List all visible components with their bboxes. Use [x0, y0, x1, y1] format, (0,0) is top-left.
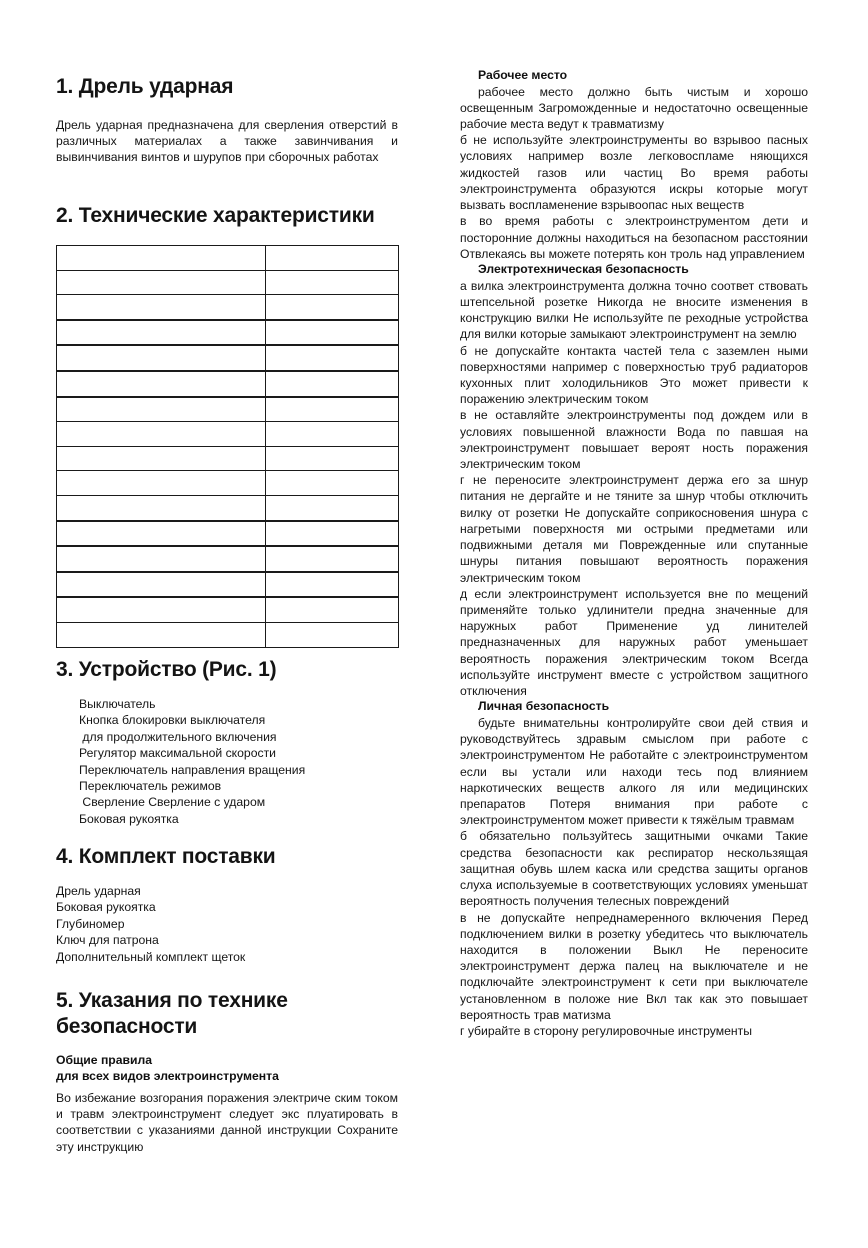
table-row: [57, 371, 399, 397]
spec-table-body: [57, 246, 399, 648]
spec-name-cell: [57, 371, 266, 397]
spec-value-cell: [266, 597, 399, 622]
spec-name-cell: [57, 495, 266, 520]
spec-value-cell: [266, 572, 399, 598]
safety-paragraph: будьте внимательны контролируйте свои дей ствия и руководствуйтесь здравым смыслом при работе с электроинструментом Не работайте с электроинструментом если вы устали или находи тесь под влиянием наркотических веществ алкого ля или медицинских препаратов Потеря внимания при работе с электроинструментом может привести к тяжёлым травмам: [460, 715, 808, 828]
spec-value-cell: [266, 397, 399, 422]
spec-name-cell: [57, 471, 266, 496]
list-item: Переключатель режимов: [79, 779, 222, 794]
table-row: [57, 246, 399, 271]
spec-value-cell: [266, 345, 399, 371]
spec-value-cell: [266, 521, 399, 547]
spec-value-cell: [266, 246, 399, 271]
spec-value-cell: [266, 270, 399, 295]
safety-paragraph: г не переносите электроинструмент держа его за шнур питания не дергайте и не тяните за шнур чтобы отключить вилку от розетки Не допускайте соприкосновения шнура с нагретыми поверхностя ми острыми предметами или подвижными деталя ми Поврежденные или спутанные шнуры питания повышают вероятность поражения электрическим током: [460, 473, 808, 585]
spec-name-cell: [57, 597, 266, 622]
spec-name-cell: [57, 422, 266, 447]
section-5-heading: 5. Указания по технике безопасности: [56, 989, 288, 1038]
safety-subheading: Личная безопасность: [478, 699, 610, 714]
table-row: [57, 295, 399, 320]
section-5-paragraph: Во избежание возгорания поражения электриче ским током и травм электроинструмент следует экс плуатировать в соответствии с указаниями данной инструкции Сохраните эту инструкцию: [56, 1091, 398, 1154]
table-row: [57, 495, 399, 520]
section-3-heading: 3. Устройство (Рис. 1): [56, 658, 277, 681]
safety-paragraph: а вилка электроинструмента должна точно соответ ствовать штепсельной розетке Никогда не вносите изменения в конструкцию вилки Не используйте пе реходные устройства для вилки которые замыкают электроинструмент на землю: [460, 278, 808, 342]
list-item: Дополнительный комплект щеток: [56, 949, 246, 964]
spec-name-cell: [57, 546, 266, 572]
section-5-subheading-group: [56, 1053, 398, 1084]
table-row: [57, 270, 399, 295]
table-row: [57, 422, 399, 447]
spec-value-cell: [266, 546, 399, 572]
safety-paragraph: в во время работы с электроинструментом дети и посторонние должны находиться на безопасном расстоянии Отвлекаясь вы можете потерять кон троль над управлением: [460, 214, 808, 261]
spec-value-cell: [266, 320, 399, 346]
list-item: Боковая рукоятка: [79, 811, 179, 826]
list-item: Глубиномер: [56, 916, 125, 931]
section-5-subheading-line-2: для всех видов электроинструмента: [56, 1068, 279, 1083]
list-item: для продолжительного включения: [79, 729, 277, 744]
list-item: Ключ для патрона: [56, 933, 159, 948]
safety-paragraph: рабочее место должно быть чистым и хорошо освещенным Загроможденные и недостаточно освещенные рабочие места ведут к травматизму: [460, 84, 808, 132]
spec-name-cell: [57, 270, 266, 295]
section-1-paragraph: Дрель ударная предназначена для сверления отверстий в различных материалах а также завинчивания и вывинчивания винтов и шурупов при сборочных работах: [56, 118, 398, 165]
table-row: [57, 597, 399, 622]
list-item: Регулятор максимальной скорости: [79, 746, 276, 761]
section-3-parts-list: [79, 696, 399, 827]
table-row: [57, 521, 399, 547]
spec-name-cell: [57, 622, 266, 647]
spec-name-cell: [57, 320, 266, 346]
section-4-package-contents-list: [56, 883, 398, 965]
table-row: [57, 446, 399, 471]
spec-name-cell: [57, 345, 266, 371]
spec-value-cell: [266, 371, 399, 397]
spec-value-cell: [266, 422, 399, 447]
table-row: [57, 622, 399, 647]
section-5-subheading-line-1: Общие правила: [56, 1053, 153, 1067]
safety-paragraph: г убирайте в сторону регулировочные инструменты: [460, 1024, 752, 1039]
table-row: [57, 320, 399, 346]
spec-name-cell: [57, 397, 266, 422]
table-row: [57, 572, 399, 598]
list-item: Выключатель: [79, 697, 156, 711]
spec-value-cell: [266, 495, 399, 520]
table-row: [57, 546, 399, 572]
safety-paragraph: б не используйте электроинструменты во взрывоо пасных условиях например возле легковоспламе няющихся жидкостей газов или частиц Во время работы электроинструмента образуются искры которые могут вызвать воспламенение взрывоопас ных веществ: [460, 133, 808, 213]
spec-name-cell: [57, 446, 266, 471]
safety-paragraph: б не допускайте контакта частей тела с заземлен ными поверхностями например с поверхностью труб радиаторов кухонных плит холодильников Это может привести к поражению электрическим током: [460, 343, 808, 407]
safety-paragraph: в не оставляйте электроинструменты под дождем или в условиях повышенной влажности Вода по павшая на электроинструмент повышает вероят ность поражения электрическим током: [460, 408, 808, 472]
safety-subheading: Электротехническая безопасность: [478, 262, 689, 277]
safety-paragraph: б обязательно пользуйтесь защитными очками Такие средства безопасности как респиратор нескользящая защитная обувь шлем каска или средства защиты органов слуха используемые в соответствующих условиях уменьшат вероятность получения телесных повреждений: [460, 829, 808, 909]
spec-value-cell: [266, 622, 399, 647]
spec-value-cell: [266, 295, 399, 320]
technical-specifications-table: [56, 245, 399, 648]
table-row: [57, 345, 399, 371]
section-2-heading: 2. Технические характеристики: [56, 204, 375, 227]
safety-instructions-flow: [460, 68, 808, 1039]
table-row: [57, 471, 399, 496]
table-row: [57, 397, 399, 422]
safety-subheading: Рабочее место: [478, 68, 568, 82]
safety-paragraph: в не допускайте непреднамеренного включения Перед подключением вилки в розетку убедитесь что выключатель находится в положении Выкл Не переносите электроинструмент держа палец на выключателе и не подключайте электроинструмент к сети при выключателе установленном в положе ние Вкл так как это повышает вероятность трав матизма: [460, 910, 808, 1022]
list-item: Боковая рукоятка: [56, 900, 156, 915]
safety-paragraph: д если электроинструмент используется вне по мещений применяйте только удлинители предна значенные для наружных работ Применение уд линителей предназначенных для наружных работ уменьшает вероятность поражения электрическим током Всегда используйте инструмент вместе с устройством защитного отключения: [460, 586, 808, 699]
section-4-heading: 4. Комплект поставки: [56, 845, 276, 868]
section-1-heading: 1. Дрель ударная: [56, 75, 234, 98]
list-item: Переключатель направления вращения: [79, 762, 306, 777]
spec-name-cell: [57, 521, 266, 547]
spec-name-cell: [57, 246, 266, 271]
spec-value-cell: [266, 446, 399, 471]
spec-name-cell: [57, 572, 266, 598]
spec-value-cell: [266, 471, 399, 496]
list-item: Дрель ударная: [56, 884, 141, 898]
list-item: Кнопка блокировки выключателя: [79, 713, 266, 728]
list-item: Сверление Сверление с ударом: [79, 795, 266, 810]
spec-name-cell: [57, 295, 266, 320]
